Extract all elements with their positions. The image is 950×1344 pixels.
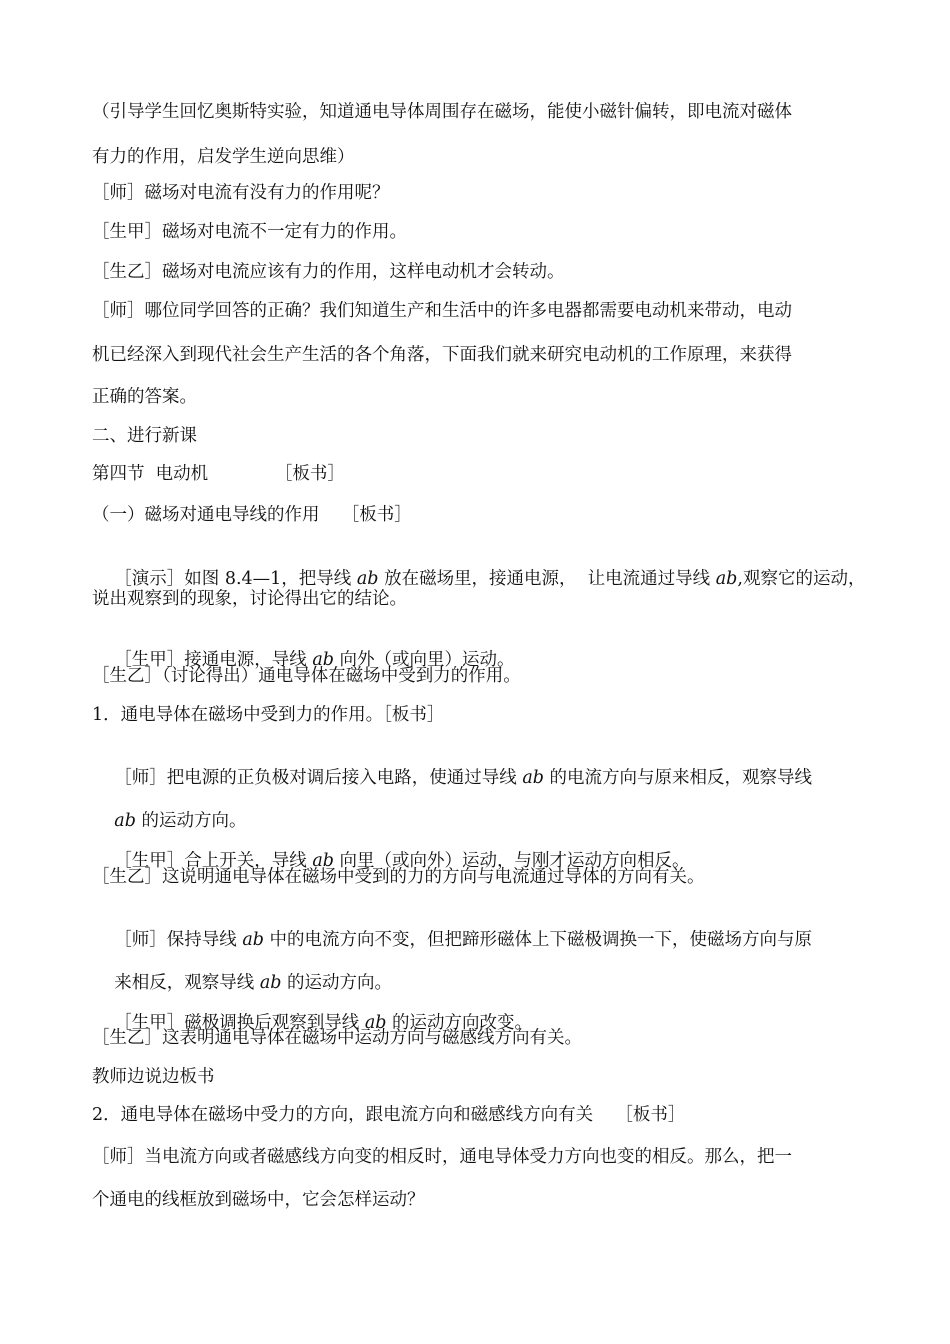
text-line: 机已经深入到现代社会生产生活的各个角落，下面我们就来研究电动机的工作原理，来获得 <box>92 345 792 365</box>
lesson-title: 第四节 电动机 ［板书］ <box>92 464 345 484</box>
text-line: ［师］哪位同学回答的正确？我们知道生产和生活中的许多电器都需要电动机来带动，电动 <box>92 301 792 321</box>
text-line: 有力的作用，启发学生逆向思维） <box>92 147 355 167</box>
text-line: ［师］当电流方向或者磁感线方向变的相反时，通电导体受力方向也变的相反。那么，把一 <box>92 1147 792 1167</box>
text-line: 说出观察到的现象，讨论得出它的结论。 <box>92 589 407 609</box>
text-line: ［生乙］这说明通电导体在磁场中受到的力的方向与电流通过导体的方向有关。 <box>92 867 705 887</box>
text-line: 个通电的线框放到磁场中，它会怎样运动？ <box>92 1190 425 1210</box>
text-line: ［生甲］磁极调换后观察到导线 ab 的运动方向改变。 <box>114 1013 533 1033</box>
text-line: ［师］保持导线 ab 中的电流方向不变，但把蹄形磁体上下磁极调换一下，使磁场方向与原 <box>114 930 813 950</box>
text-line: ab 的运动方向。 <box>114 811 247 831</box>
text-line: ［生甲］接通电源，导线 ab 向外（或向里）运动。 <box>114 650 515 670</box>
text-line: ［生乙］（讨论得出）通电导体在磁场中受到力的作用。 <box>92 666 521 686</box>
text-line: ［生甲］合上开关，导线 ab 向里（或向外）运动，与刚才运动方向相反。 <box>114 851 690 871</box>
text-line: ［生乙］这表明通电导体在磁场中运动方向与磁感线方向有关。 <box>92 1028 582 1048</box>
numbered-point: 2．通电导体在磁场中受力的方向，跟电流方向和磁感线方向有关 ［板书］ <box>92 1105 686 1125</box>
numbered-point: 1．通电导体在磁场中受到力的作用。［板书］ <box>92 705 445 725</box>
text-line: 来相反，观察导线 ab 的运动方向。 <box>114 973 393 993</box>
text-line: ［师］磁场对电流有没有力的作用呢？ <box>92 183 390 203</box>
text-line: 教师边说边板书 <box>92 1067 215 1087</box>
text-line: ［师］把电源的正负极对调后接入电路，使通过导线 ab 的电流方向与原来相反，观察导线 <box>114 768 813 788</box>
text-line: （引导学生回忆奥斯特实验，知道通电导体周围存在磁场，能使小磁针偏转，即电流对磁体 <box>92 102 792 122</box>
section-heading: 二、进行新课 <box>92 426 197 446</box>
text-line: ［生甲］磁场对电流不一定有力的作用。 <box>92 222 407 242</box>
text-line: ［演示］如图 8.4—1，把导线 ab 放在磁场里，接通电源， 让电流通过导线 ab,观察它的运动， <box>114 569 866 589</box>
text-line: ［生乙］磁场对电流应该有力的作用，这样电动机才会转动。 <box>92 262 565 282</box>
text-line: 正确的答案。 <box>92 387 197 407</box>
subsection-heading: （一）磁场对通电导线的作用 ［板书］ <box>92 505 412 525</box>
